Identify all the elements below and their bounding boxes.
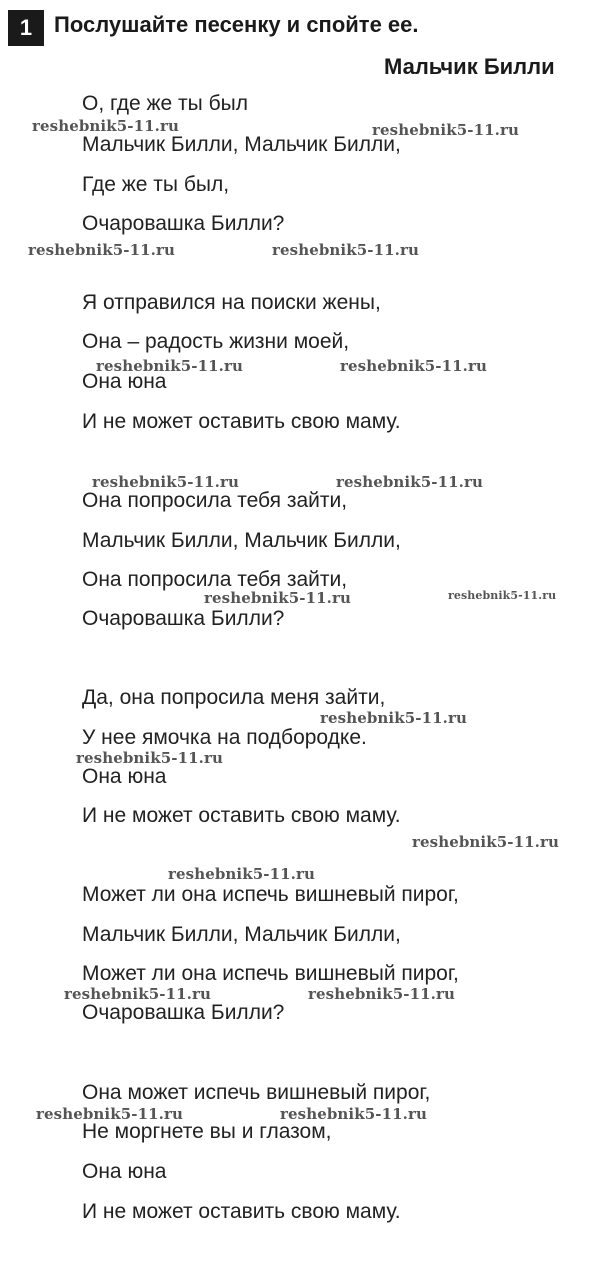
watermark: reshebnik5-11.ru [320, 709, 467, 727]
song-line: О, где же ты был [82, 92, 248, 115]
watermark: reshebnik5-11.ru [308, 985, 455, 1003]
watermark: reshebnik5-11.ru [448, 589, 557, 602]
song-line: И не может оставить свою маму. [82, 804, 401, 827]
watermark: reshebnik5-11.ru [412, 833, 559, 851]
watermark: reshebnik5-11.ru [372, 121, 519, 139]
watermark: reshebnik5-11.ru [204, 589, 351, 607]
song-line: Да, она попросила меня зайти, [82, 686, 386, 709]
watermark: reshebnik5-11.ru [280, 1105, 427, 1123]
song-line: Она попросила тебя зайти, [82, 489, 348, 512]
song-line: Она юна [82, 1160, 167, 1183]
song-line: Я отправился на поиски жены, [82, 291, 381, 314]
song-line: Она – радость жизни моей, [82, 330, 350, 353]
watermark: reshebnik5-11.ru [76, 749, 223, 767]
watermark: reshebnik5-11.ru [32, 117, 179, 135]
watermark: reshebnik5-11.ru [92, 473, 239, 491]
song-line: Она юна [82, 370, 167, 393]
watermark: reshebnik5-11.ru [28, 241, 175, 259]
song-line: Она может испечь вишневый пирог, [82, 1081, 431, 1104]
watermark: reshebnik5-11.ru [340, 357, 487, 375]
song-line: И не может оставить свою маму. [82, 1200, 401, 1223]
song-line: И не может оставить свою маму. [82, 410, 401, 433]
watermark: reshebnik5-11.ru [168, 865, 315, 883]
song-line: Очаровашка Билли? [82, 1001, 285, 1024]
song-line: Она попросила тебя зайти, [82, 568, 348, 591]
song-line: Может ли она испечь вишневый пирог, [82, 962, 459, 985]
watermark: reshebnik5-11.ru [336, 473, 483, 491]
song-line: Она юна [82, 765, 167, 788]
song-line: Где же ты был, [82, 173, 230, 196]
song-line: Очаровашка Билли? [82, 212, 285, 235]
song-line: Очаровашка Билли? [82, 607, 285, 630]
watermark: reshebnik5-11.ru [96, 357, 243, 375]
song-line: Не моргнете вы и глазом, [82, 1120, 332, 1143]
song-line: Мальчик Билли, Мальчик Билли, [82, 529, 401, 552]
song-line: Мальчик Билли, Мальчик Билли, [82, 133, 401, 156]
song-line: Может ли она испечь вишневый пирог, [82, 883, 459, 906]
watermark: reshebnik5-11.ru [64, 985, 211, 1003]
song-line: У нее ямочка на подбородке. [82, 726, 367, 749]
watermark: reshebnik5-11.ru [272, 241, 419, 259]
song-title: Мальчик Билли [384, 54, 555, 79]
task-instruction: Послушайте песенку и спойте ее. [54, 12, 419, 37]
watermark: reshebnik5-11.ru [36, 1105, 183, 1123]
song-line: Мальчик Билли, Мальчик Билли, [82, 923, 401, 946]
task-number-badge: 1 [8, 10, 44, 46]
